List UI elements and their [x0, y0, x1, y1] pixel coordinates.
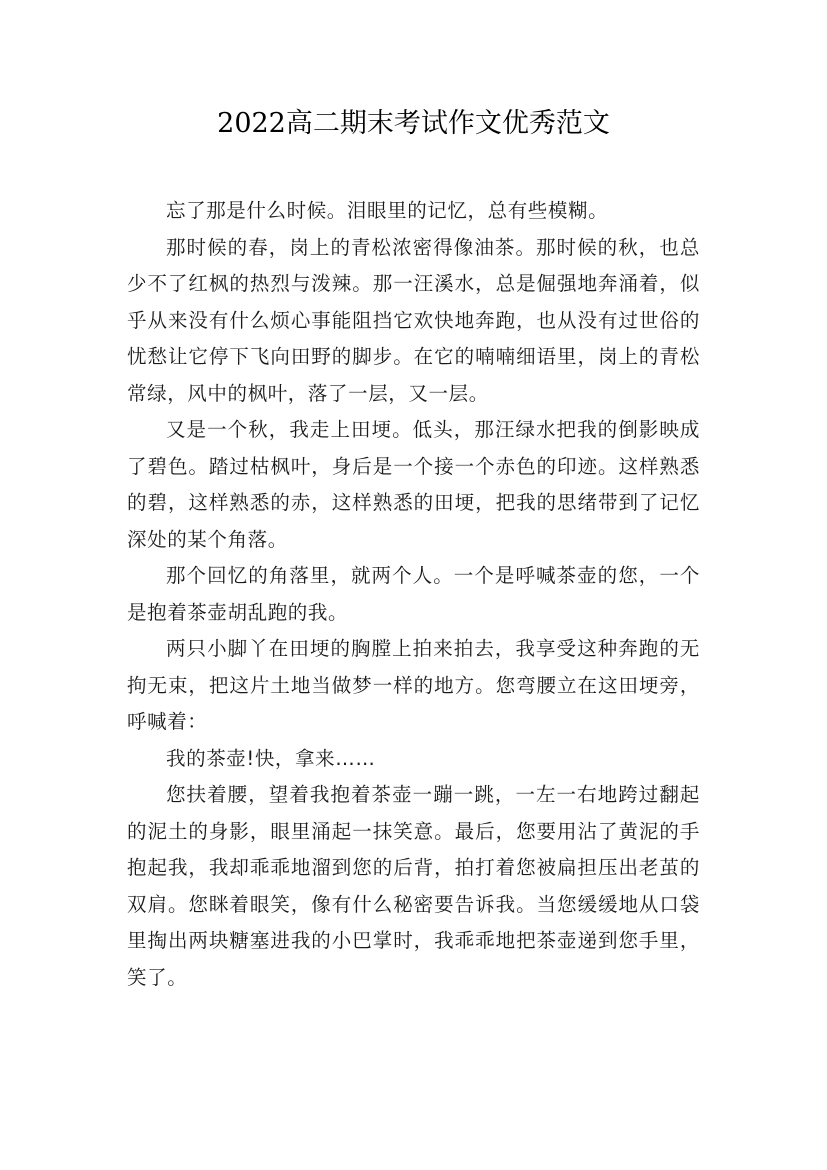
paragraph: 我的茶壶!快，拿来……: [166, 746, 376, 770]
paragraph: 又是一个秋，我走上田埂。低头，那汪绿水把我的倒影映成了碧色。踏过枯枫叶，身后是一个接一个赤色的印迹。这样熟悉的碧，这样熟悉的赤，这样熟悉的田埂，把我的思绪带到了记忆深处的某个角落。: [127, 418, 700, 551]
paragraph: 那个回忆的角落里，就两个人。一个是呼喊茶壶的您，一个是抱着茶壶胡乱跑的我。: [127, 564, 700, 624]
paragraph: 忘了那是什么时候。泪眼里的记忆，总有些模糊。: [166, 199, 609, 222]
paragraph: 您扶着腰，望着我抱着茶壶一蹦一跳，一左一右地跨过翻起的泥土的身影，眼里涌起一抹笑意。最后，您要用沾了黄泥的手抱起我，我却乖乖地溜到您的后背，拍打着您被扁担压出老茧的双肩。您眯着眼笑，像有什么秘密要告诉我。当您缓缓地从口袋里掏出两块糖塞进我的小巴掌时，我乖乖地把茶壶递到您手里，笑了。: [127, 783, 700, 989]
document-body: [127, 193, 700, 996]
paragraph: 那时候的春，岗上的青松浓密得像油茶。那时候的秋，也总少不了红枫的热烈与泼辣。那一汪溪水，总是倔强地奔涌着，似乎从来没有什么烦心事能阻挡它欢快地奔跑，也从没有过世俗的忧愁让它停下飞向田野的脚步。在它的喃喃细语里，岗上的青松常绿，风中的枫叶，落了一层，又一层。: [127, 235, 700, 405]
document-title: 2022高二期末考试作文优秀范文: [217, 108, 610, 139]
paragraph: 两只小脚丫在田埂的胸膛上拍来拍去，我享受这种奔跑的无拘无束，把这片土地当做梦一样的地方。您弯腰立在这田埂旁，呼喊着：: [127, 637, 700, 733]
